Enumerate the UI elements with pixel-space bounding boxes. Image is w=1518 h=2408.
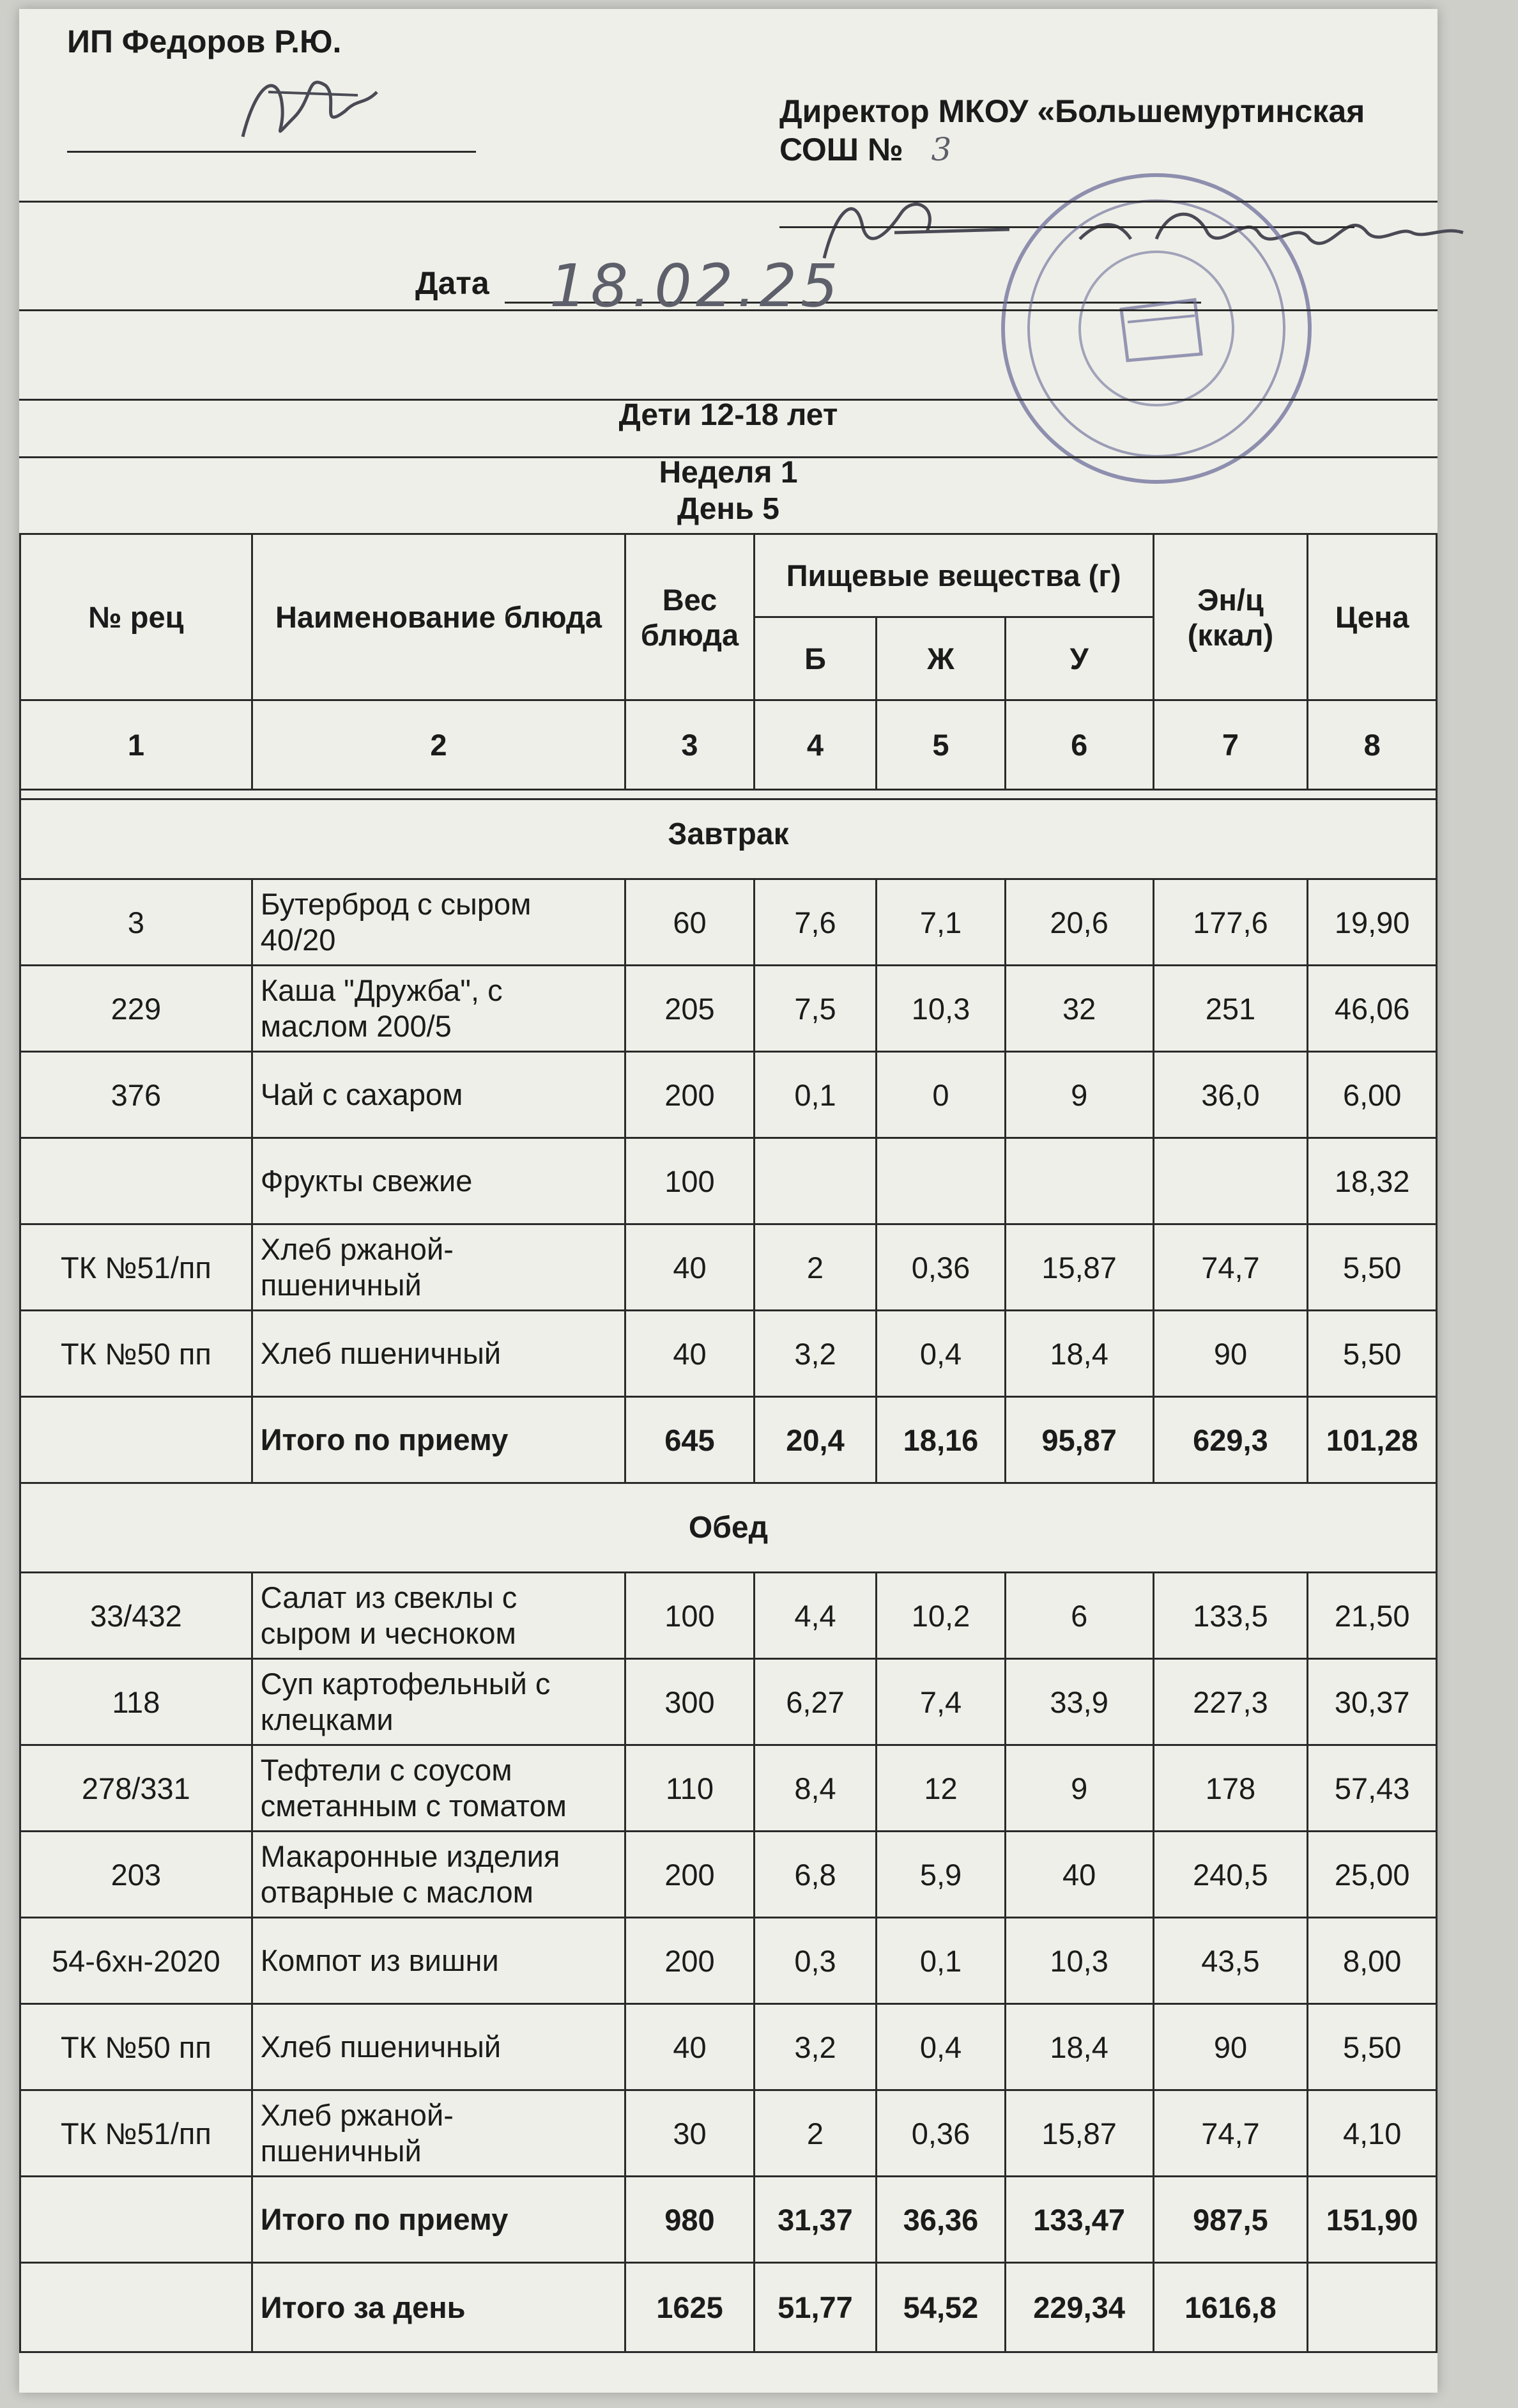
price-cell: 57,43 bbox=[1308, 1745, 1437, 1832]
recipe-no-cell: ТК №51/пп bbox=[20, 2090, 252, 2177]
weight-cell: 200 bbox=[625, 1832, 755, 1918]
weight-cell: 300 bbox=[625, 1659, 755, 1745]
col-price: Цена bbox=[1308, 534, 1437, 700]
fat-cell: 0,4 bbox=[877, 2004, 1006, 2090]
price-cell: 25,00 bbox=[1308, 1832, 1437, 1918]
table-row bbox=[20, 879, 1437, 966]
total-protein: 20,4 bbox=[754, 1397, 876, 1483]
recipe-no-cell: ТК №50 пп bbox=[20, 1311, 252, 1397]
total-carbs: 133,47 bbox=[1005, 2177, 1153, 2263]
recipe-no-cell: 229 bbox=[20, 966, 252, 1052]
day-total-protein: 51,77 bbox=[754, 2263, 876, 2352]
school-label: СОШ № bbox=[779, 132, 903, 167]
energy-cell: 133,5 bbox=[1153, 1573, 1308, 1659]
fat-cell: 10,2 bbox=[877, 1573, 1006, 1659]
school-number: 3 bbox=[931, 131, 952, 168]
weight-cell: 40 bbox=[625, 2004, 755, 2090]
dish-name-line-1: Тефтели с соусом bbox=[260, 1753, 512, 1787]
energy-cell: 90 bbox=[1153, 1311, 1308, 1397]
col-number: 5 bbox=[877, 700, 1006, 790]
col-number: 8 bbox=[1308, 700, 1437, 790]
energy-cell: 74,7 bbox=[1153, 2090, 1308, 2177]
price-cell: 8,00 bbox=[1308, 1918, 1437, 2004]
protein-cell: 3,2 bbox=[754, 1311, 876, 1397]
protein-cell: 0,1 bbox=[754, 1052, 876, 1138]
dish-name-line-1: Салат из свеклы с bbox=[260, 1580, 518, 1614]
director-title bbox=[779, 92, 1365, 169]
recipe-no-cell: 278/331 bbox=[20, 1745, 252, 1832]
supplier-signature-line bbox=[67, 151, 476, 153]
weight-cell: 100 bbox=[625, 1573, 755, 1659]
col-weight bbox=[625, 534, 755, 700]
column-number-row bbox=[20, 700, 1437, 790]
dish-name-cell bbox=[252, 1745, 625, 1832]
fat-cell: 12 bbox=[877, 1745, 1006, 1832]
protein-cell: 6,8 bbox=[754, 1832, 876, 1918]
price-cell: 18,32 bbox=[1308, 1138, 1437, 1224]
divider bbox=[19, 309, 1438, 311]
col-carbs: У bbox=[1005, 617, 1153, 700]
lunch-rows bbox=[20, 1573, 1437, 2177]
organization-name: ИП Федоров Р.Ю. bbox=[67, 24, 342, 59]
weight-cell: 110 bbox=[625, 1745, 755, 1832]
table-row bbox=[20, 2004, 1437, 2090]
day-total-price bbox=[1308, 2263, 1437, 2352]
table-row bbox=[20, 1311, 1437, 1397]
fat-cell: 5,9 bbox=[877, 1832, 1006, 1918]
table-row bbox=[20, 1052, 1437, 1138]
fat-cell: 7,1 bbox=[877, 879, 1006, 966]
table-row bbox=[20, 966, 1437, 1052]
dish-name-cell bbox=[252, 1224, 625, 1311]
fat-cell: 0,1 bbox=[877, 1918, 1006, 2004]
energy-cell: 36,0 bbox=[1153, 1052, 1308, 1138]
energy-cell: 43,5 bbox=[1153, 1918, 1308, 2004]
carbs-cell: 32 bbox=[1005, 966, 1153, 1052]
dish-name-line-1: Хлеб пшеничный bbox=[260, 1336, 502, 1370]
dish-name-line-1: Каша "Дружба", с bbox=[260, 973, 503, 1007]
total-protein: 31,37 bbox=[754, 2177, 876, 2263]
fat-cell: 0,36 bbox=[877, 1224, 1006, 1311]
price-cell: 30,37 bbox=[1308, 1659, 1437, 1745]
price-cell: 5,50 bbox=[1308, 1311, 1437, 1397]
dish-name-cell bbox=[252, 1573, 625, 1659]
col-number: 3 bbox=[625, 700, 755, 790]
price-cell: 21,50 bbox=[1308, 1573, 1437, 1659]
dish-name-line-1: Фрукты свежие bbox=[260, 1164, 473, 1198]
total-energy: 629,3 bbox=[1153, 1397, 1308, 1483]
col-dish-name: Наименование блюда bbox=[252, 534, 625, 700]
carbs-cell: 9 bbox=[1005, 1745, 1153, 1832]
recipe-no-cell: 118 bbox=[20, 1659, 252, 1745]
protein-cell bbox=[754, 1138, 876, 1224]
menu-table bbox=[19, 533, 1438, 2353]
total-empty-cell bbox=[20, 1397, 252, 1483]
col-energy-line1: Эн/ц bbox=[1197, 582, 1264, 617]
carbs-cell: 18,4 bbox=[1005, 1311, 1153, 1397]
carbs-cell: 10,3 bbox=[1005, 1918, 1153, 2004]
fat-cell bbox=[877, 1138, 1006, 1224]
supplier-signature bbox=[230, 60, 396, 156]
price-cell: 46,06 bbox=[1308, 966, 1437, 1052]
carbs-cell: 33,9 bbox=[1005, 1659, 1153, 1745]
recipe-no-cell: ТК №50 пп bbox=[20, 2004, 252, 2090]
dish-name-line-1: Хлеб пшеничный bbox=[260, 2030, 502, 2064]
total-price: 101,28 bbox=[1308, 1397, 1437, 1483]
carbs-cell: 40 bbox=[1005, 1832, 1153, 1918]
energy-cell: 177,6 bbox=[1153, 879, 1308, 966]
day-total-carbs: 229,34 bbox=[1005, 2263, 1153, 2352]
protein-cell: 3,2 bbox=[754, 2004, 876, 2090]
date-label: Дата bbox=[415, 265, 489, 301]
col-weight-line2: блюда bbox=[640, 617, 739, 652]
energy-cell bbox=[1153, 1138, 1308, 1224]
table-row bbox=[20, 1573, 1437, 1659]
dish-name-line-1: Макаронные изделия bbox=[260, 1839, 560, 1873]
table-row bbox=[20, 1745, 1437, 1832]
dish-name-line-1: Чай с сахаром bbox=[260, 1077, 463, 1111]
fat-cell: 7,4 bbox=[877, 1659, 1006, 1745]
col-weight-line1: Вес bbox=[662, 582, 717, 617]
total-energy: 987,5 bbox=[1153, 2177, 1308, 2263]
price-cell: 4,10 bbox=[1308, 2090, 1437, 2177]
school-stamp-seal bbox=[990, 162, 1322, 495]
recipe-no-cell: ТК №51/пп bbox=[20, 1224, 252, 1311]
day-total-energy: 1616,8 bbox=[1153, 2263, 1308, 2352]
total-fat: 18,16 bbox=[877, 1397, 1006, 1483]
dish-name-cell bbox=[252, 1311, 625, 1397]
day-total-weight: 1625 bbox=[625, 2263, 755, 2352]
total-weight: 645 bbox=[625, 1397, 755, 1483]
weight-cell: 40 bbox=[625, 1224, 755, 1311]
weight-cell: 100 bbox=[625, 1138, 755, 1224]
age-group: Дети 12-18 лет bbox=[618, 398, 838, 432]
header-row bbox=[20, 534, 1437, 617]
table-row bbox=[20, 1832, 1437, 1918]
energy-cell: 240,5 bbox=[1153, 1832, 1308, 1918]
col-number: 4 bbox=[754, 700, 876, 790]
section-lunch: Обед bbox=[20, 1483, 1437, 1573]
col-fat: Ж bbox=[877, 617, 1006, 700]
dish-name-cell bbox=[252, 966, 625, 1052]
dish-name-line-2: пшеничный bbox=[260, 2134, 422, 2168]
protein-cell: 2 bbox=[754, 2090, 876, 2177]
breakfast-total-row bbox=[20, 1397, 1437, 1483]
energy-cell: 74,7 bbox=[1153, 1224, 1308, 1311]
carbs-cell: 18,4 bbox=[1005, 2004, 1153, 2090]
day-label: День 5 bbox=[677, 492, 779, 526]
total-empty-cell bbox=[20, 2263, 252, 2352]
dish-name-line-1: Суп картофельный с bbox=[260, 1667, 551, 1701]
protein-cell: 7,6 bbox=[754, 879, 876, 966]
dish-name-cell bbox=[252, 1918, 625, 2004]
table-row bbox=[20, 1659, 1437, 1745]
col-number: 7 bbox=[1153, 700, 1308, 790]
dish-name-cell bbox=[252, 1832, 625, 1918]
breakfast-rows bbox=[20, 879, 1437, 1397]
col-recipe-no: № рец bbox=[20, 534, 252, 700]
weight-cell: 200 bbox=[625, 1918, 755, 2004]
dish-name-cell bbox=[252, 1659, 625, 1745]
divider bbox=[19, 201, 1438, 203]
recipe-no-cell: 33/432 bbox=[20, 1573, 252, 1659]
total-weight: 980 bbox=[625, 2177, 755, 2263]
weight-cell: 200 bbox=[625, 1052, 755, 1138]
price-cell: 6,00 bbox=[1308, 1052, 1437, 1138]
lunch-total-row bbox=[20, 2177, 1437, 2263]
price-cell: 5,50 bbox=[1308, 2004, 1437, 2090]
total-price: 151,90 bbox=[1308, 2177, 1437, 2263]
col-protein: Б bbox=[754, 617, 876, 700]
carbs-cell bbox=[1005, 1138, 1153, 1224]
carbs-cell: 15,87 bbox=[1005, 2090, 1153, 2177]
dish-name-line-2: сметанным с томатом bbox=[260, 1789, 567, 1823]
dish-name-cell bbox=[252, 2004, 625, 2090]
col-energy bbox=[1153, 534, 1308, 700]
total-label: Итого по приему bbox=[252, 2177, 625, 2263]
energy-cell: 227,3 bbox=[1153, 1659, 1308, 1745]
protein-cell: 2 bbox=[754, 1224, 876, 1311]
carbs-cell: 20,6 bbox=[1005, 879, 1153, 966]
fat-cell: 0 bbox=[877, 1052, 1006, 1138]
protein-cell: 6,27 bbox=[754, 1659, 876, 1745]
weight-cell: 30 bbox=[625, 2090, 755, 2177]
carbs-cell: 6 bbox=[1005, 1573, 1153, 1659]
dish-name-cell bbox=[252, 1052, 625, 1138]
director-line-1: Директор МКОУ «Большемуртинская bbox=[779, 93, 1365, 129]
day-total-label: Итого за день bbox=[252, 2263, 625, 2352]
protein-cell: 4,4 bbox=[754, 1573, 876, 1659]
section-breakfast: Завтрак bbox=[20, 790, 1437, 879]
dish-name-line-2: маслом 200/5 bbox=[260, 1009, 452, 1043]
recipe-no-cell: 3 bbox=[20, 879, 252, 966]
dish-name-line-1: Хлеб ржаной- bbox=[260, 2098, 454, 2132]
total-fat: 36,36 bbox=[877, 2177, 1006, 2263]
section-row bbox=[20, 790, 1437, 879]
dish-name-line-2: сыром и чесноком bbox=[260, 1616, 516, 1650]
menu-document bbox=[19, 9, 1438, 2393]
protein-cell: 8,4 bbox=[754, 1745, 876, 1832]
table-row bbox=[20, 1224, 1437, 1311]
day-total-row bbox=[20, 2263, 1437, 2352]
recipe-no-cell: 54-6хн-2020 bbox=[20, 1918, 252, 2004]
col-number: 6 bbox=[1005, 700, 1153, 790]
dish-name-line-1: Компот из вишни bbox=[260, 1943, 499, 1977]
col-nutrients: Пищевые вещества (г) bbox=[754, 534, 1153, 617]
dish-name-line-2: пшеничный bbox=[260, 1268, 422, 1302]
protein-cell: 0,3 bbox=[754, 1918, 876, 2004]
recipe-no-cell: 376 bbox=[20, 1052, 252, 1138]
table-row bbox=[20, 2090, 1437, 2177]
weight-cell: 40 bbox=[625, 1311, 755, 1397]
date-value: 18.02.25 bbox=[549, 252, 842, 320]
week-label: Неделя 1 bbox=[659, 456, 798, 490]
col-number: 2 bbox=[252, 700, 625, 790]
table-row bbox=[20, 1918, 1437, 2004]
col-number: 1 bbox=[20, 700, 252, 790]
weight-cell: 60 bbox=[625, 879, 755, 966]
total-empty-cell bbox=[20, 2177, 252, 2263]
price-cell: 5,50 bbox=[1308, 1224, 1437, 1311]
fat-cell: 0,36 bbox=[877, 2090, 1006, 2177]
recipe-no-cell bbox=[20, 1138, 252, 1224]
dish-name-cell bbox=[252, 1138, 625, 1224]
dish-name-line-2: отварные с маслом bbox=[260, 1875, 533, 1909]
dish-name-line-1: Хлеб ржаной- bbox=[260, 1232, 454, 1266]
dish-name-line-1: Бутерброд с сыром bbox=[260, 887, 532, 921]
fat-cell: 10,3 bbox=[877, 966, 1006, 1052]
total-label: Итого по приему bbox=[252, 1397, 625, 1483]
table-row bbox=[20, 1138, 1437, 1224]
energy-cell: 90 bbox=[1153, 2004, 1308, 2090]
dish-name-cell bbox=[252, 2090, 625, 2177]
dish-name-line-2: 40/20 bbox=[260, 923, 336, 957]
fat-cell: 0,4 bbox=[877, 1311, 1006, 1397]
total-carbs: 95,87 bbox=[1005, 1397, 1153, 1483]
section-row bbox=[20, 1483, 1437, 1573]
dish-name-cell bbox=[252, 879, 625, 966]
day-total-fat: 54,52 bbox=[877, 2263, 1006, 2352]
protein-cell: 7,5 bbox=[754, 966, 876, 1052]
carbs-cell: 15,87 bbox=[1005, 1224, 1153, 1311]
col-energy-line2: (ккал) bbox=[1187, 617, 1274, 652]
recipe-no-cell: 203 bbox=[20, 1832, 252, 1918]
energy-cell: 178 bbox=[1153, 1745, 1308, 1832]
price-cell: 19,90 bbox=[1308, 879, 1437, 966]
weight-cell: 205 bbox=[625, 966, 755, 1052]
energy-cell: 251 bbox=[1153, 966, 1308, 1052]
carbs-cell: 9 bbox=[1005, 1052, 1153, 1138]
dish-name-line-2: клецками bbox=[260, 1702, 394, 1736]
